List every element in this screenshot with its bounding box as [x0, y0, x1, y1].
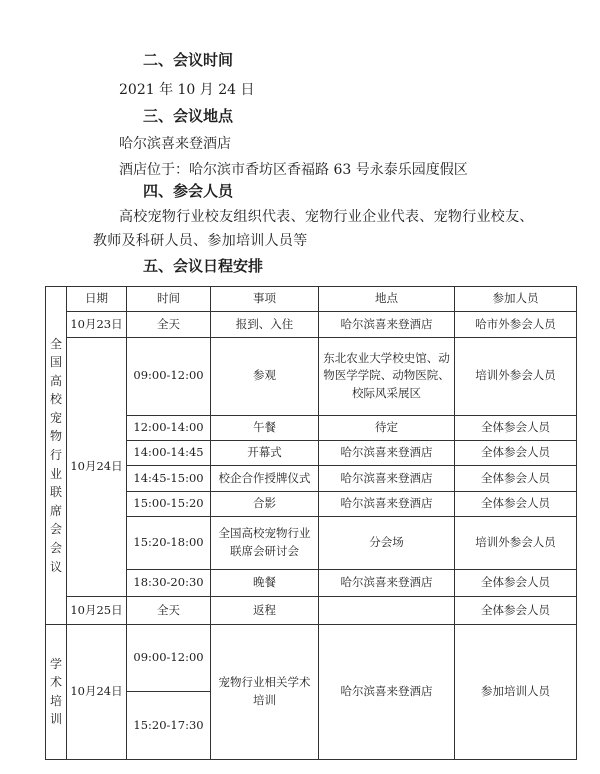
cell-item: 午餐	[211, 415, 319, 440]
cell-item: 返程	[211, 597, 319, 624]
cell-item: 参观	[211, 337, 319, 415]
cell-location: 哈尔滨喜来登酒店	[319, 491, 455, 516]
cell-time: 09:00-12:00	[127, 337, 211, 415]
cell-time: 14:45-15:00	[127, 466, 211, 491]
attendees-line-1: 高校宠物行业校友组织代表、宠物行业企业代表、宠物行业校友、	[119, 209, 534, 225]
cell-location: 哈尔滨喜来登酒店	[319, 569, 455, 596]
group-label-training: 学术培训	[46, 624, 67, 759]
training-time-2: 15:20-17:30	[127, 692, 211, 760]
cell-people: 全体参会人员	[455, 597, 577, 624]
cell-item: 开幕式	[211, 441, 319, 466]
table-row	[46, 312, 577, 337]
meeting-place-heading: 三、会议地点	[143, 107, 234, 125]
agenda-table	[45, 286, 577, 760]
training-item: 宠物行业相关学术培训	[211, 624, 319, 759]
training-time-1: 09:00-12:00	[127, 624, 211, 692]
training-date: 10月24日	[67, 624, 127, 759]
cell-people: 培训外参会人员	[455, 517, 577, 570]
training-people: 参加培训人员	[455, 624, 577, 759]
cell-location: 东北农业大学校史馆、动物医学学院、动物医院、校际风采展区	[319, 337, 455, 415]
header-time: 时间	[127, 287, 211, 312]
cell-location: 待定	[319, 415, 455, 440]
meeting-date: 2021 年 10 月 24 日	[119, 82, 255, 98]
cell-people: 全体参会人员	[455, 491, 577, 516]
training-location: 哈尔滨喜来登酒店	[319, 624, 455, 759]
cell-people: 全体参会人员	[455, 466, 577, 491]
cell-location: 哈尔滨喜来登酒店	[319, 441, 455, 466]
cell-item: 报到、入住	[211, 312, 319, 337]
cell-time: 全天	[127, 312, 211, 337]
group-label-conference: 全国高校宠物行业联席会会议	[46, 287, 67, 625]
cell-location	[319, 597, 455, 624]
header-item: 事项	[211, 287, 319, 312]
table-row	[46, 337, 577, 415]
attendees-heading: 四、参会人员	[143, 182, 234, 200]
cell-location: 哈尔滨喜来登酒店	[319, 312, 455, 337]
cell-item: 校企合作授牌仪式	[211, 466, 319, 491]
cell-item: 晚餐	[211, 569, 319, 596]
cell-location: 分会场	[319, 517, 455, 570]
cell-item: 全国高校宠物行业联席会研讨会	[211, 517, 319, 570]
cell-time: 12:00-14:00	[127, 415, 211, 440]
cell-people: 全体参会人员	[455, 569, 577, 596]
cell-date: 10月23日	[67, 312, 127, 337]
cell-people: 哈市外参会人员	[455, 312, 577, 337]
cell-date: 10月25日	[67, 597, 127, 624]
cell-time: 18:30-20:30	[127, 569, 211, 596]
cell-item: 合影	[211, 491, 319, 516]
cell-time: 15:20-18:00	[127, 517, 211, 570]
agenda-heading: 五、会议日程安排	[143, 257, 264, 275]
cell-date: 10月24日	[67, 337, 127, 597]
cell-people: 培训外参会人员	[455, 337, 577, 415]
header-location: 地点	[319, 287, 455, 312]
attendees-line-2: 教师及科研人员、参加培训人员等	[93, 233, 308, 249]
cell-people: 全体参会人员	[455, 415, 577, 440]
cell-time: 15:00-15:20	[127, 491, 211, 516]
table-header-row	[46, 287, 577, 312]
cell-time: 14:00-14:45	[127, 441, 211, 466]
meeting-hotel: 哈尔滨喜来登酒店	[119, 136, 231, 152]
cell-people: 全体参会人员	[455, 441, 577, 466]
header-date: 日期	[67, 287, 127, 312]
cell-time: 全天	[127, 597, 211, 624]
meeting-address: 酒店位于：哈尔滨市香坊区香福路 63 号永泰乐园度假区	[119, 162, 468, 178]
meeting-time-heading: 二、会议时间	[143, 51, 234, 69]
training-row	[46, 624, 577, 692]
table-row	[46, 597, 577, 624]
header-people: 参加人员	[455, 287, 577, 312]
cell-location: 哈尔滨喜来登酒店	[319, 466, 455, 491]
